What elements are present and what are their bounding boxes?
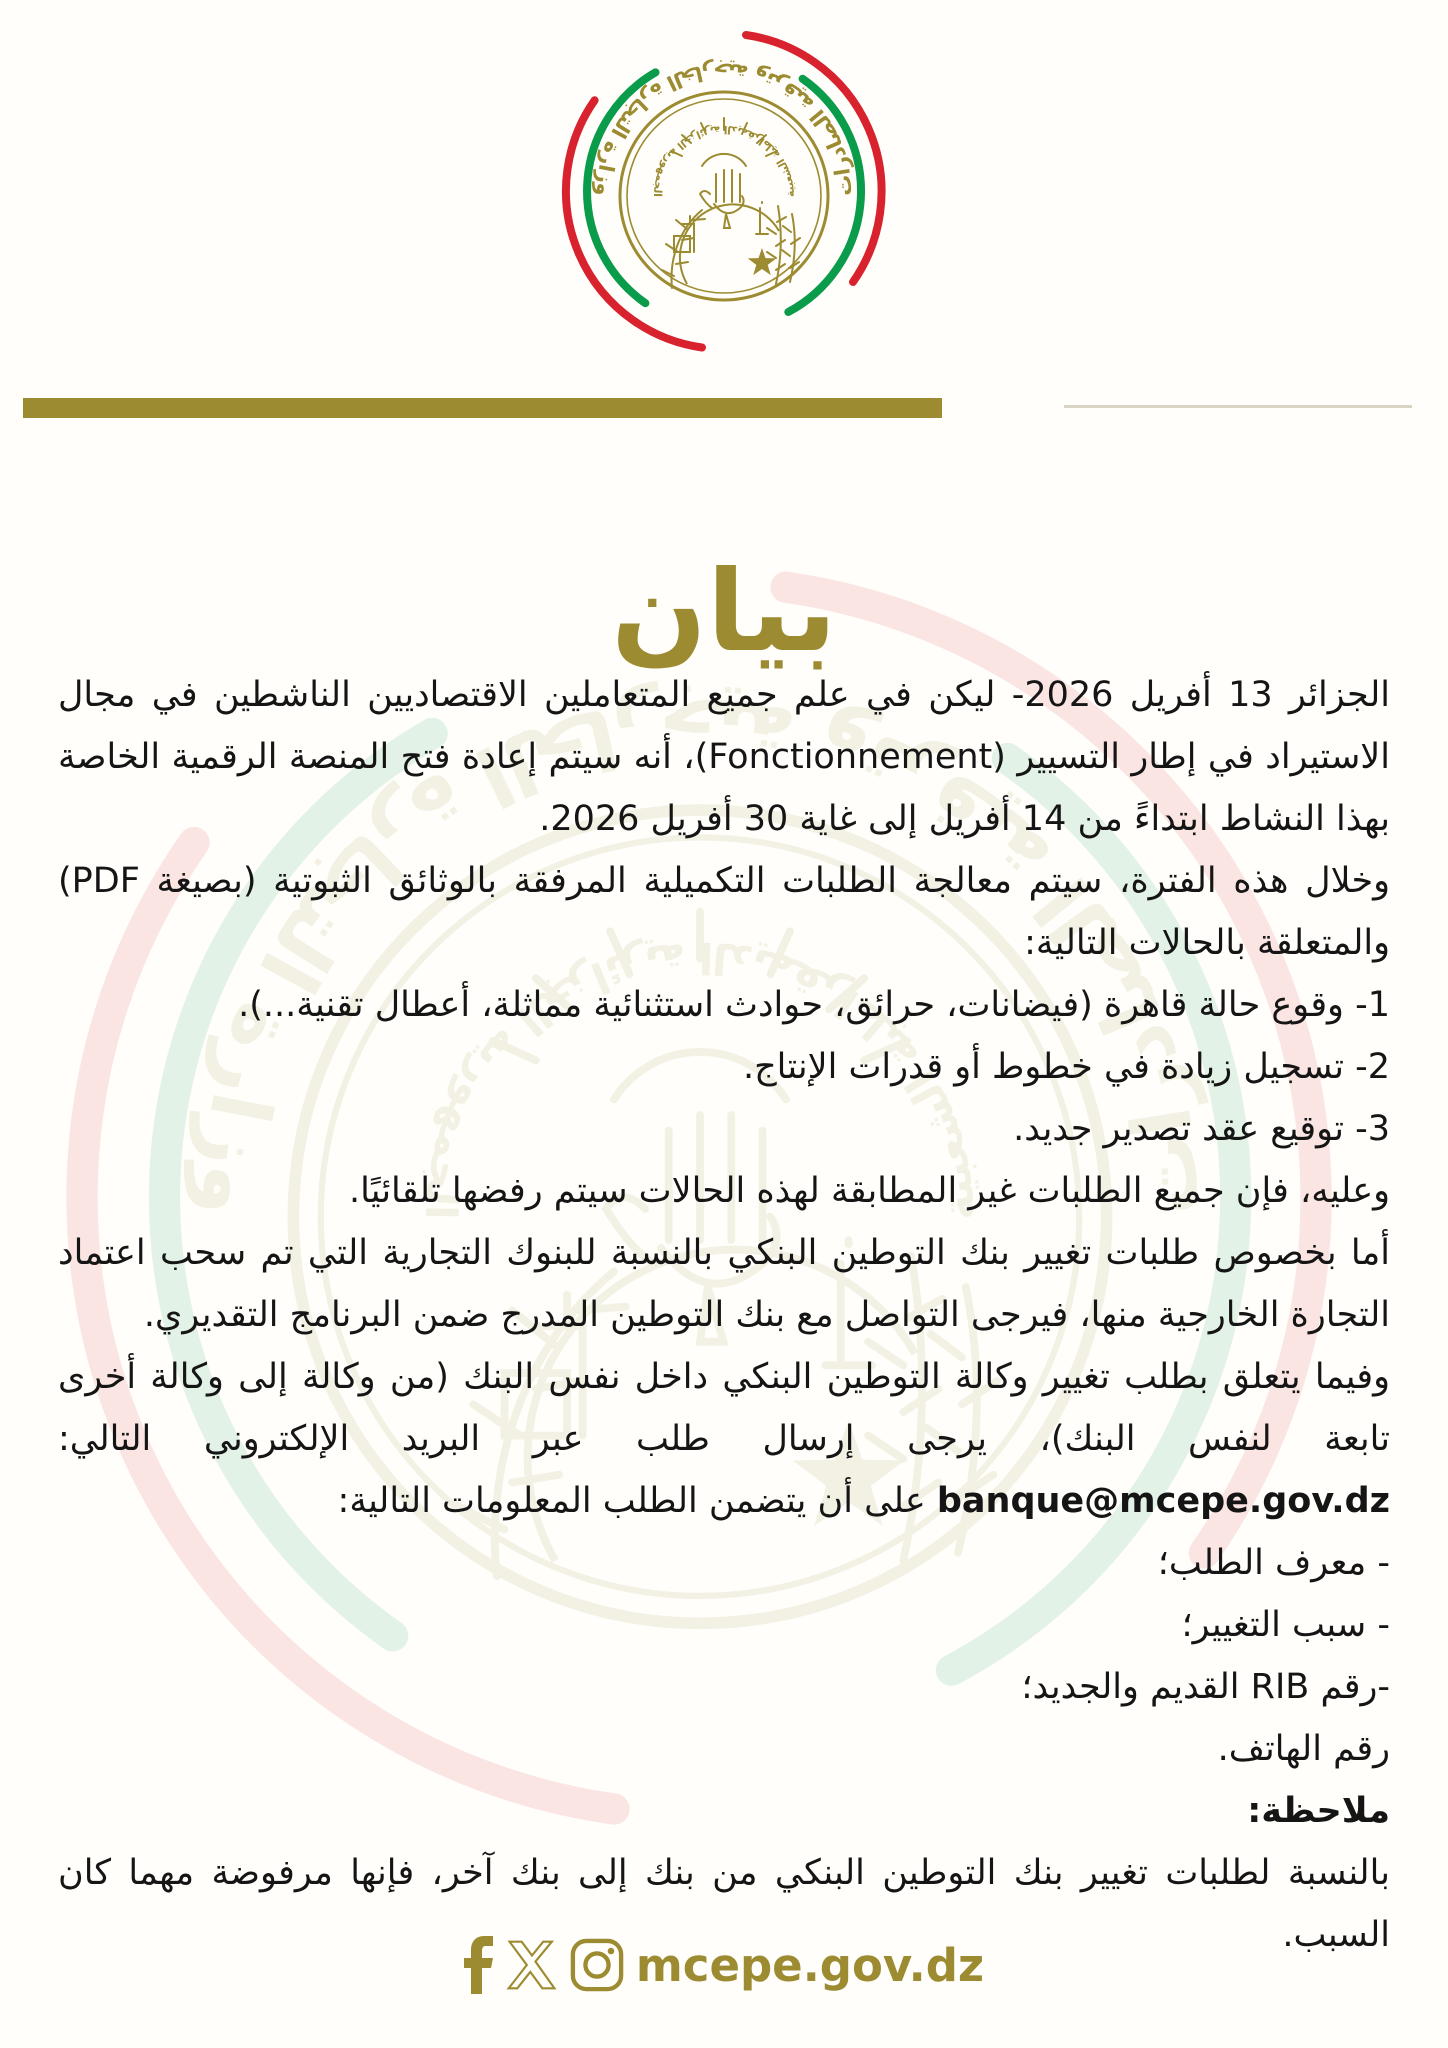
footer [0, 1936, 1448, 1994]
note-label: ملاحظة: [1247, 1791, 1390, 1831]
gold-divider-bar [23, 398, 942, 418]
email-address[interactable]: banque@mcepe.gov.dz [936, 1481, 1390, 1521]
page-title: بيان [611, 547, 837, 678]
list-item-force-majeure: 1- وقوع حالة قاهرة (فيضانات، حرائق، حوادث استثنائية مماثلة، أعطال تقنية...). [238, 985, 1390, 1025]
x-icon[interactable] [506, 1940, 558, 1990]
agency-change-text-before: وفيما يتعلق بطلب تغيير وكالة التوطين البنكي داخل نفس البنك (من وكالة إلى وكالة أخرى تابعة لنفس البنك)، يرجى إرسال طلب عبر البريد الإلكتروني التالي: [58, 1357, 1390, 1459]
faint-divider-line [1064, 405, 1412, 408]
statement-body [58, 664, 1390, 1966]
paragraph-period: وخلال هذه الفترة، سيتم معالجة الطلبات التكميلية المرفقة بالوثائق الثبوتية (بصيغة PDF) والمتعلقة بالحالات التالية: [58, 861, 1390, 963]
field-phone-number: رقم الهاتف. [1217, 1729, 1390, 1769]
agency-change-text-after: على أن يتضمن الطلب المعلومات التالية: [337, 1481, 937, 1521]
ministry-logo [524, 26, 924, 370]
facebook-icon[interactable] [464, 1936, 494, 1994]
field-change-reason: - سبب التغيير؛ [1181, 1605, 1390, 1645]
website-domain[interactable]: mcepe.gov.dz [635, 1938, 985, 1992]
note-text: بالنسبة لطلبات تغيير بنك التوطين البنكي من بنك إلى بنك آخر، فإنها مرفوضة مهما كان السبب. [58, 1853, 1390, 1955]
paragraph-rejection: وعليه، فإن جميع الطلبات غير المطابقة لهذه الحالات سيتم رفضها تلقائيًا. [348, 1171, 1390, 1211]
list-item-capacity-increase: 2- تسجيل زيادة في خطوط أو قدرات الإنتاج. [742, 1047, 1390, 1087]
field-rib-numbers: -رقم RIB القديم والجديد؛ [1021, 1667, 1390, 1707]
field-request-id: - معرف الطلب؛ [1157, 1543, 1390, 1583]
paragraph-bank-change: أما بخصوص طلبات تغيير بنك التوطين البنكي بالنسبة للبنوك التجارية التي تم سحب اعتماد التجارة الخارجية منها، فيرجى التواصل مع بنك التوطين المدرج ضمن البرنامج التقديري. [58, 1233, 1390, 1335]
paragraph-intro: الجزائر 13 أفريل 2026- ليكن في علم جميع المتعاملين الاقتصاديين الناشطين في مجال الاستيراد في إطار التسيير (Fonctionnement)، أنه سيتم إعادة فتح المنصة الرقمية الخاصة بهذا النشاط ابتداءً من 14 أفريل إلى غاية 30 أفريل 2026. [58, 675, 1390, 839]
list-item-export-contract: 3- توقيع عقد تصدير جديد. [1013, 1109, 1390, 1149]
paragraph-agency-change [58, 1346, 1390, 1532]
instagram-icon[interactable] [570, 1938, 624, 1992]
